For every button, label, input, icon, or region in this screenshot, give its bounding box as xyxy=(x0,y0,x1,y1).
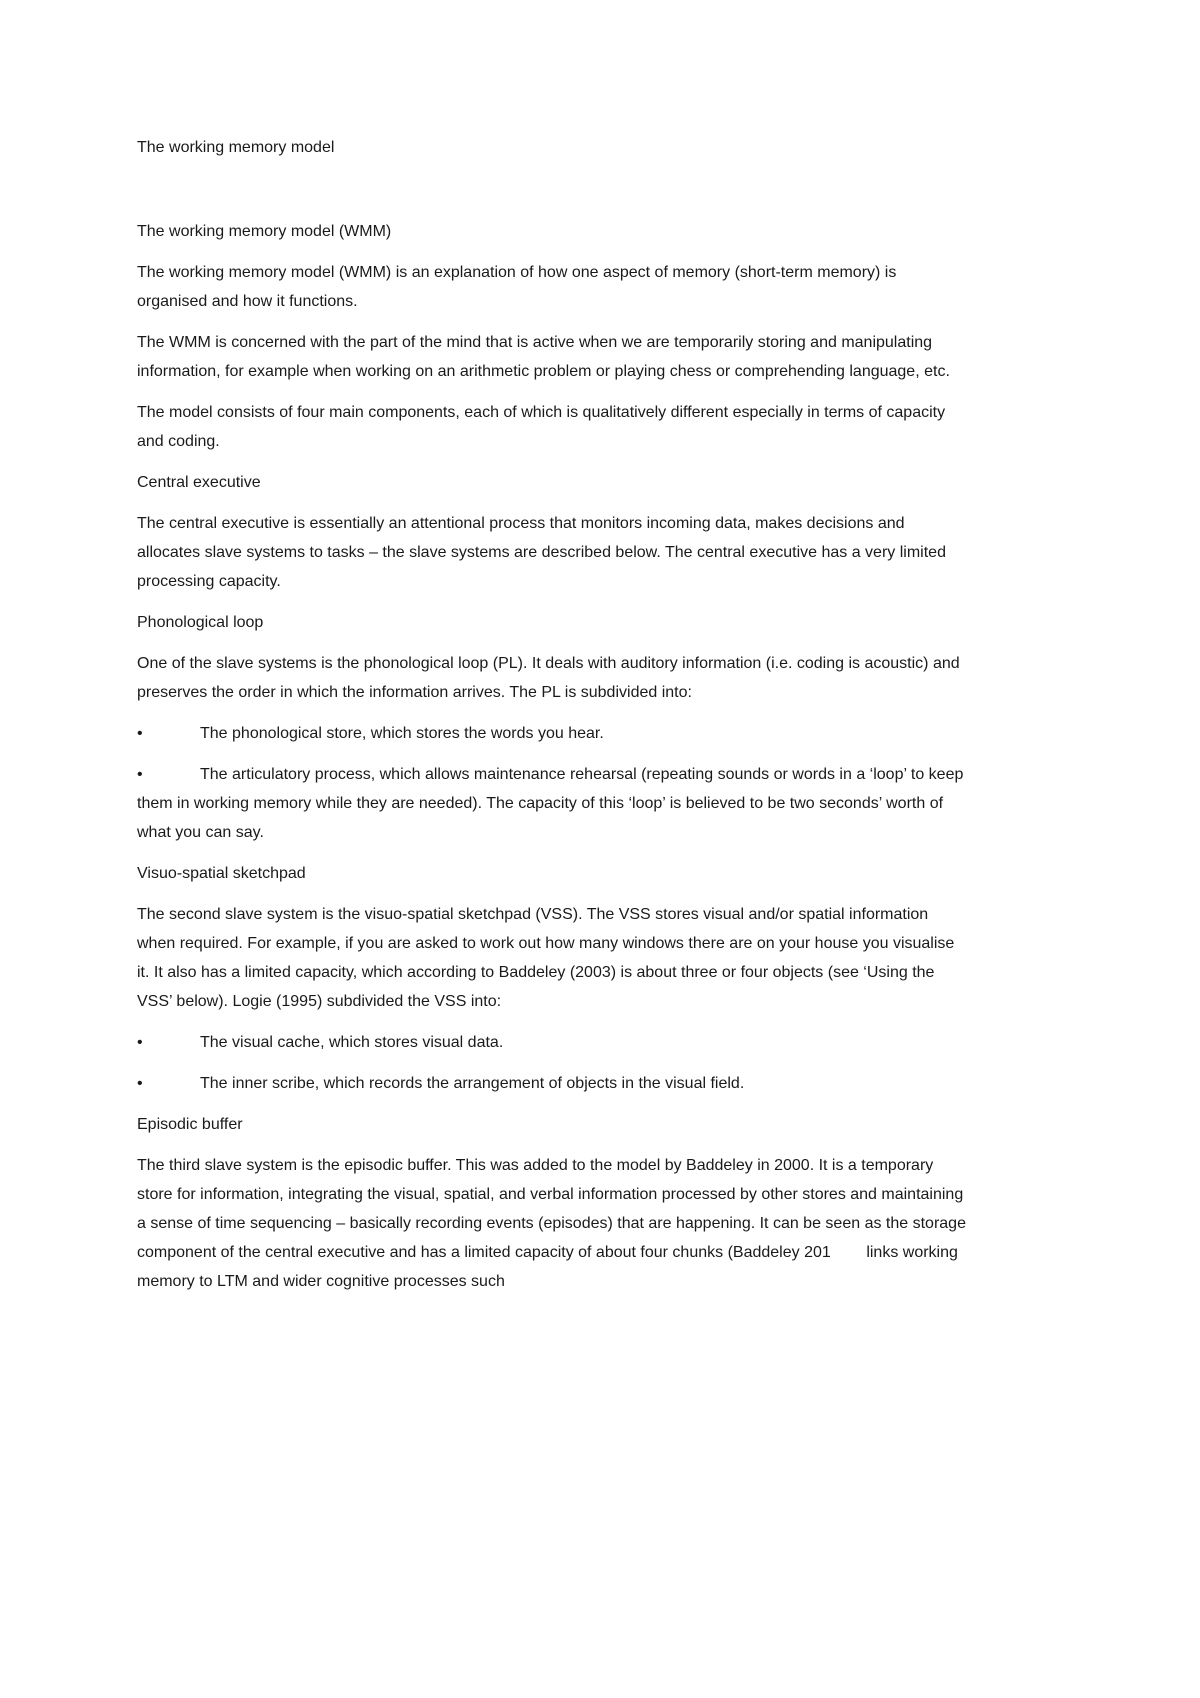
bullet-text: The phonological store, which stores the words you hear. xyxy=(200,725,604,742)
paragraph-visuo-spatial-sketchpad: The second slave system is the visuo-spatial sketchpad (VSS). The VSS stores visual and/or spatial information when required. For example, if you are asked to work out how many windows there are on your house you visualise it. It also has a limited capacity, which according to Baddeley (2003) is about three or four objects (see ‘Using the VSS’ below). Logie (1995) subdivided the VSS into: xyxy=(137,906,959,1010)
bullet-item-visual-cache xyxy=(137,1028,967,1057)
paragraph-model-components: The model consists of four main components, each of which is qualitatively different especially in terms of capacity and coding. xyxy=(137,404,950,450)
bullet-icon: • xyxy=(137,766,143,783)
bullet-text: The inner scribe, which records the arrangement of objects in the visual field. xyxy=(200,1075,745,1092)
bullet-icon: • xyxy=(137,725,143,742)
document-title: The working memory model xyxy=(137,139,335,156)
section-heading-wmm: The working memory model (WMM) xyxy=(137,223,392,240)
bullet-text: The articulatory process, which allows maintenance rehearsal (repeating sounds or words in a ‘loop’ to keep them in working memory while they are needed). The capacity of this ‘loop’ is believed to be two seconds’ worth of what you can say. xyxy=(137,766,968,841)
paragraph-wmm-definition: The working memory model (WMM) is an explanation of how one aspect of memory (short-term memory) is organised and how it functions. xyxy=(137,264,901,310)
bullet-icon: • xyxy=(137,1034,143,1051)
paragraph-phonological-loop: One of the slave systems is the phonological loop (PL). It deals with auditory information (i.e. coding is acoustic) and preserves the order in which the information arrives. The PL is subdivided into: xyxy=(137,655,965,701)
bullet-item-phonological-store xyxy=(137,719,967,748)
paragraph-episodic-buffer: The third slave system is the episodic buffer. This was added to the model by Baddeley in 2000. It is a temporary store for information, integrating the visual, spatial, and verbal information processed by other stores and maintaining a sense of time sequencing – basically recording events (episodes) that are happening. It can be seen as the storage component of the central executive and has a limited capacity of about four chunks (Baddeley 201 links working memory to LTM and wider cognitive processes such xyxy=(137,1157,971,1290)
section-heading-episodic-buffer: Episodic buffer xyxy=(137,1116,243,1133)
section-heading-visuo-spatial-sketchpad: Visuo-spatial sketchpad xyxy=(137,865,306,882)
paragraph-central-executive: The central executive is essentially an attentional process that monitors incoming data, makes decisions and allocates slave systems to tasks – the slave systems are described below. The central executive has a very limited processing capacity. xyxy=(137,515,951,590)
paragraph-wmm-concern: The WMM is concerned with the part of the mind that is active when we are temporarily storing and manipulating information, for example when working on an arithmetic problem or playing chess or comprehending language, etc. xyxy=(137,334,950,380)
bullet-text: The visual cache, which stores visual data. xyxy=(200,1034,504,1051)
bullet-item-articulatory-process xyxy=(137,760,967,847)
section-heading-central-executive: Central executive xyxy=(137,474,261,491)
bullet-item-inner-scribe xyxy=(137,1069,967,1098)
bullet-icon: • xyxy=(137,1075,143,1092)
section-heading-phonological-loop: Phonological loop xyxy=(137,614,264,631)
